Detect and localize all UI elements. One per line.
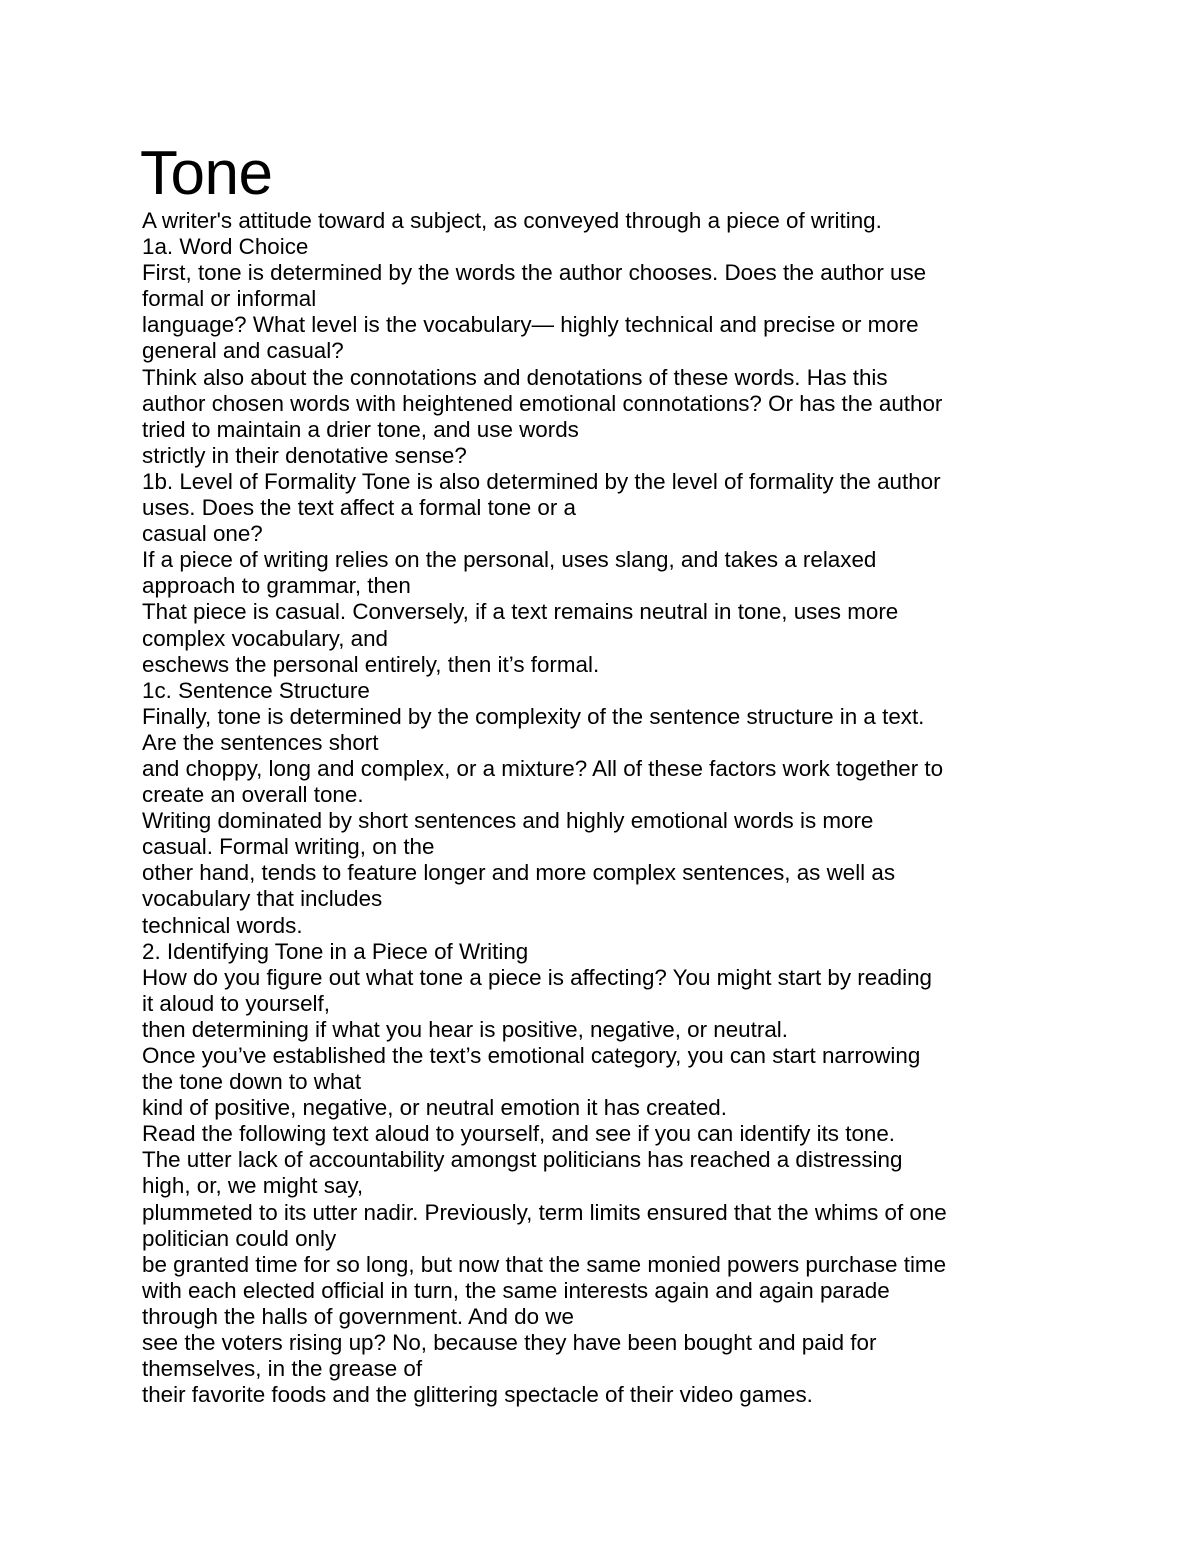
- text-line: casual. Formal writing, on the: [142, 834, 435, 860]
- text-line: Once you’ve established the text’s emotional category, you can start narrowing: [142, 1043, 921, 1068]
- text-line: other hand, tends to feature longer and more complex sentences, as well as: [142, 860, 896, 886]
- text-line: First, tone is determined by the words the author chooses. Does the author use: [142, 260, 927, 286]
- text-line: their favorite foods and the glittering spectacle of their video games.: [142, 1382, 813, 1408]
- text-line: tried to maintain a drier tone, and use words: [142, 416, 579, 442]
- text-line: 1b. Level of Formality Tone is also determined by the level of formality the author: [142, 468, 941, 494]
- text-line: 1c. Sentence Structure: [142, 677, 370, 703]
- text-line: be granted time for so long, but now that the same monied powers purchase time: [142, 1251, 947, 1277]
- text-line: approach to grammar, then: [142, 573, 411, 599]
- text-line: create an overall tone.: [142, 782, 364, 808]
- text-line: 1a. Word Choice: [142, 234, 309, 260]
- text-line: The utter lack of accountability amongst politicians has reached a distressing: [142, 1147, 903, 1173]
- text-line: 2. Identifying Tone in a Piece of Writing: [142, 938, 529, 964]
- text-line: kind of positive, negative, or neutral emotion it has created.: [142, 1095, 727, 1121]
- text-line: Finally, tone is determined by the complexity of the sentence structure in a text.: [142, 703, 925, 729]
- text-line: vocabulary that includes: [142, 886, 383, 912]
- text-line: strictly in their denotative sense?: [142, 442, 467, 468]
- text-line: If a piece of writing relies on the personal, uses slang, and takes a relaxed: [142, 547, 877, 573]
- document-text: [142, 208, 1072, 1408]
- text-line: Read the following text aloud to yourself, and see if you can identify its tone.: [142, 1121, 896, 1147]
- text-line: and choppy, long and complex, or a mixture? All of these factors work together to: [142, 755, 944, 781]
- text-line: general and casual?: [142, 338, 344, 364]
- text-line: Think also about the connotations and denotations of these words. Has this: [142, 364, 888, 390]
- text-line: then determining if what you hear is positive, negative, or neutral.: [142, 1016, 788, 1042]
- text-line: politician could only: [142, 1225, 337, 1251]
- text-line: Are the sentences short: [142, 729, 379, 755]
- text-line: through the halls of government. And do we: [142, 1303, 574, 1329]
- text-line: themselves, in the grease of: [142, 1356, 423, 1382]
- text-line: high, or, we might say,: [142, 1173, 364, 1199]
- text-line: That piece is casual. Conversely, if a text remains neutral in tone, uses more: [142, 599, 899, 625]
- text-line: see the voters rising up? No, because they have been bought and paid for: [142, 1330, 877, 1356]
- page-title: Tone: [140, 139, 273, 208]
- text-line: with each elected official in turn, the same interests again and again parade: [142, 1277, 890, 1303]
- text-line: A writer's attitude toward a subject, as conveyed through a piece of writing.: [142, 208, 882, 233]
- text-line: author chosen words with heightened emotional connotations? Or has the author: [142, 390, 943, 416]
- text-line: technical words.: [142, 912, 303, 938]
- text-line: Writing dominated by short sentences and highly emotional words is more: [142, 808, 874, 834]
- text-line: it aloud to yourself,: [142, 990, 330, 1016]
- document-body: [142, 140, 1072, 1408]
- text-line: plummeted to its utter nadir. Previously, term limits ensured that the whims of one: [142, 1199, 947, 1225]
- text-line: How do you figure out what tone a piece is affecting? You might start by reading: [142, 964, 932, 990]
- text-line: casual one?: [142, 521, 263, 547]
- text-line: eschews the personal entirely, then it’s formal.: [142, 651, 600, 677]
- text-line: language? What level is the vocabulary— highly technical and precise or more: [142, 312, 919, 338]
- text-line: uses. Does the text affect a formal tone or a: [142, 495, 576, 521]
- text-line: the tone down to what: [142, 1069, 362, 1095]
- text-line: complex vocabulary, and: [142, 625, 389, 651]
- text-line: formal or informal: [142, 286, 317, 312]
